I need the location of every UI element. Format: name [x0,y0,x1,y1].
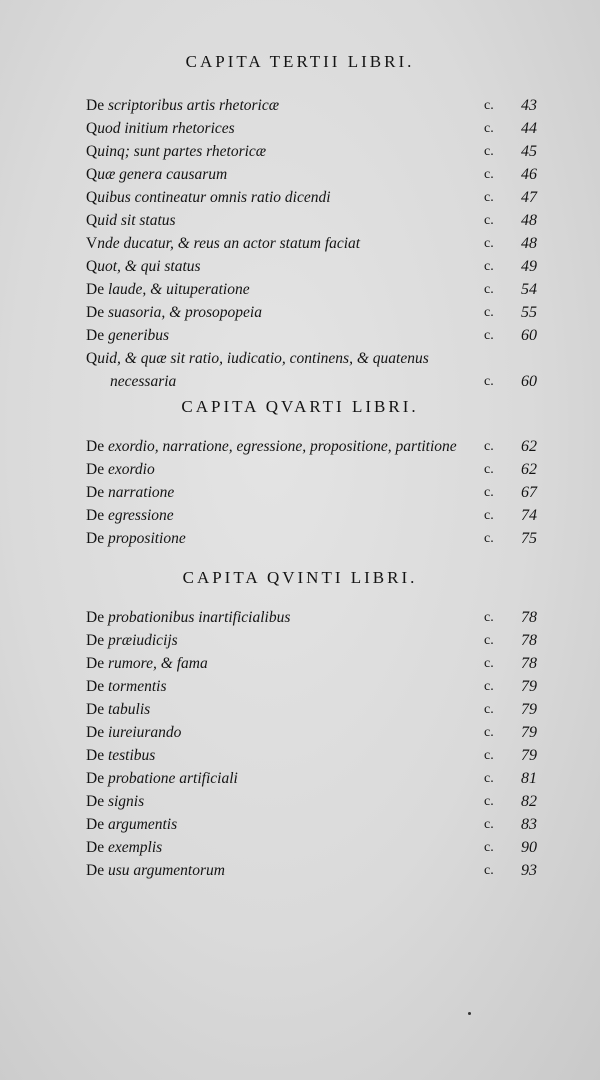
toc-entry-lead: De [86,793,105,810]
toc-entry-title [86,606,290,629]
toc-entry-lead: De [86,655,105,672]
toc-entry-title [110,370,176,393]
toc-entry-title [86,744,155,767]
toc-entry-page: 75 [521,530,537,547]
toc-entry-page: 45 [521,143,537,160]
toc-entry-lead: De [86,97,105,114]
toc-entry-page: 83 [521,816,537,833]
toc-entry-title [86,458,155,481]
toc-entry-page: 78 [521,632,537,649]
toc-entry-title [86,629,178,652]
toc-entry-cap: c. [484,121,494,136]
toc-entry-title [86,698,150,721]
toc-entry-page: 48 [521,235,537,252]
toc-entry-lead: De [86,281,105,298]
toc-entry-cap: c. [484,725,494,740]
section-heading-book3: CAPITA TERTII LIBRI. [185,52,415,71]
toc-entry-title [86,836,162,859]
toc-entry-cap: c. [484,167,494,182]
toc-entry [86,458,546,481]
toc-entry-lead: De [86,530,105,547]
toc-entry [86,301,546,324]
toc-entry-lead: De [86,862,105,879]
toc-entry-title [86,790,144,813]
toc-entry-lead: Q [86,189,98,206]
toc-entry [86,859,546,882]
toc-entry-lead: De [86,839,105,856]
toc-entry-cap: c. [484,485,494,500]
toc-entry-cap: c. [484,236,494,251]
toc-entry-title [86,278,250,301]
toc-entry-lead: De [86,816,105,833]
toc-entry [86,255,546,278]
toc-entry-page: 48 [521,212,537,229]
toc-entry-text: generibus [104,327,170,344]
toc-entry-text: iureiurando [104,724,182,741]
toc-entry-lead: Q [86,166,98,183]
toc-entry-page: 47 [521,189,537,206]
toc-entry [86,836,546,859]
toc-entry-text: rumore, & fama [104,655,208,672]
toc-entry-text: uæ genera causarum [97,166,228,183]
toc-entry-title [86,94,279,117]
toc-entry-text: testibus [104,747,156,764]
toc-entry [86,186,546,209]
toc-entry-lead: De [86,632,105,649]
toc-entry-lead: V [86,235,98,252]
toc-entry-page: 60 [521,373,537,390]
toc-entry-title [86,675,167,698]
toc-entry-title [86,163,227,186]
toc-entry [86,790,546,813]
toc-entry [86,675,546,698]
toc-entry-title [86,435,457,458]
toc-entry-lead: De [86,609,105,626]
section-heading-book4: CAPITA QVARTI LIBRI. [181,397,419,416]
toc-entry-text: necessaria [110,373,177,390]
toc-entry-text: exordio [104,461,155,478]
toc-entry-text: uod initium rhetorices [97,120,235,137]
toc-entry-text: præiudicijs [104,632,178,649]
toc-entry-lead: De [86,327,105,344]
toc-entry [86,767,546,790]
toc-entry-text: exordio, narratione, egressione, propositione, partitione [104,438,457,455]
toc-entry-text: argumentis [104,816,178,833]
toc-entry-lead: Q [86,258,98,275]
toc-entry-cap: c. [484,817,494,832]
toc-entry-lead: De [86,461,105,478]
toc-entry [86,117,546,140]
toc-book3 [86,94,546,394]
toc-entry-page: 79 [521,724,537,741]
toc-entry-title [86,324,169,347]
toc-entry-lead: De [86,438,105,455]
toc-entry-page: 60 [521,327,537,344]
toc-entry-page: 79 [521,678,537,695]
toc-entry [86,435,546,458]
toc-entry-cap: c. [484,98,494,113]
section-heading-book5: CAPITA QVINTI LIBRI. [182,568,418,587]
toc-entry-text: nde ducatur, & reus an actor statum faciat [97,235,361,252]
toc-entry-text: signis [104,793,145,810]
toc-entry-text: propositione [104,530,186,547]
toc-entry-text: tabulis [104,701,151,718]
toc-entry-title [86,209,176,232]
toc-entry-page: 78 [521,609,537,626]
toc-entry-lead: De [86,484,105,501]
toc-entry [86,481,546,504]
toc-entry-lead: De [86,304,105,321]
toc-entry-page: 79 [521,747,537,764]
toc-entry-lead: Q [86,212,98,229]
toc-entry [86,527,546,550]
toc-entry [86,813,546,836]
toc-entry-page: 78 [521,655,537,672]
toc-entry-cap: c. [484,863,494,878]
toc-entry [86,278,546,301]
toc-entry [86,140,546,163]
toc-book5 [86,606,546,882]
toc-entry-cap: c. [484,462,494,477]
toc-entry [86,232,546,255]
toc-entry-text: probatione artificiali [104,770,238,787]
toc-entry-cap: c. [484,702,494,717]
toc-entry-cap: c. [484,748,494,763]
toc-entry [86,324,546,347]
toc-entry-text: exemplis [104,839,163,856]
toc-entry [86,94,546,117]
toc-entry-title [86,813,177,836]
toc-entry-page: 62 [521,438,537,455]
toc-entry-page: 62 [521,461,537,478]
toc-entry-cap: c. [484,531,494,546]
toc-entry-cap: c. [484,144,494,159]
toc-entry [86,504,546,527]
toc-entry-page: 93 [521,862,537,879]
toc-entry-title [86,140,266,163]
toc-entry [86,652,546,675]
toc-entry-cap: c. [484,213,494,228]
toc-entry-title [86,652,208,675]
toc-entry-text: uot, & qui status [97,258,201,275]
toc-entry-title [86,347,429,370]
toc-entry-title [86,232,360,255]
toc-entry-cap: c. [484,305,494,320]
toc-entry [86,347,546,370]
toc-entry-cap: c. [484,439,494,454]
toc-entry [86,163,546,186]
toc-book4 [86,435,546,550]
toc-entry-text: uinq; sunt partes rhetoricæ [97,143,267,160]
toc-entry-page: 90 [521,839,537,856]
toc-entry-lead: De [86,701,105,718]
toc-entry-title [86,859,225,882]
toc-entry-lead: De [86,770,105,787]
toc-entry-cap: c. [484,328,494,343]
toc-entry [86,698,546,721]
toc-entry-title [86,481,174,504]
toc-entry-page: 44 [521,120,537,137]
toc-entry [86,629,546,652]
toc-entry-page: 43 [521,97,537,114]
toc-entry-title [86,255,201,278]
toc-entry-cap: c. [484,190,494,205]
toc-entry-cap: c. [484,679,494,694]
toc-entry-title [86,504,174,527]
toc-entry-cap: c. [484,656,494,671]
toc-entry-cap: c. [484,794,494,809]
toc-entry-cap: c. [484,259,494,274]
toc-entry [86,606,546,629]
toc-entry-cap: c. [484,771,494,786]
toc-entry-lead: Q [86,143,98,160]
toc-entry-lead: De [86,678,105,695]
toc-entry-page: 49 [521,258,537,275]
toc-entry-title [86,721,181,744]
toc-entry [86,209,546,232]
toc-entry-text: scriptoribus artis rhetoricæ [104,97,280,114]
toc-entry [86,370,546,394]
toc-entry-cap: c. [484,610,494,625]
toc-entry-text: egressione [104,507,174,524]
toc-entry-text: suasoria, & prosopopeia [104,304,262,321]
toc-entry-cap: c. [484,508,494,523]
toc-entry-page: 82 [521,793,537,810]
toc-entry-text: usu argumentorum [104,862,225,879]
toc-entry-lead: Q [86,120,98,137]
ink-speck [468,1012,471,1015]
toc-entry-page: 74 [521,507,537,524]
toc-entry-lead: Q [86,350,98,367]
toc-entry-cap: c. [484,633,494,648]
toc-entry-text: tormentis [104,678,167,695]
toc-entry-title [86,301,262,324]
toc-entry-page: 79 [521,701,537,718]
toc-entry-lead: De [86,724,105,741]
toc-entry-title [86,767,238,790]
toc-entry-cap: c. [484,282,494,297]
toc-entry-page: 54 [521,281,537,298]
toc-entry-lead: De [86,747,105,764]
toc-entry-title [86,117,235,140]
toc-entry-title [86,527,186,550]
toc-entry-text: narratione [104,484,175,501]
toc-entry-text: uid sit status [97,212,176,229]
toc-entry-lead: De [86,507,105,524]
toc-entry-title [86,186,331,209]
toc-entry [86,744,546,767]
toc-entry-text: uibus contineatur omnis ratio dicendi [97,189,331,206]
toc-entry-page: 67 [521,484,537,501]
toc-entry-page: 46 [521,166,537,183]
toc-entry-page: 81 [521,770,537,787]
toc-entry-cap: c. [484,374,494,389]
toc-entry-text: uid, & quæ sit ratio, iudicatio, continens, & quatenus [97,350,429,367]
toc-entry-cap: c. [484,840,494,855]
toc-entry [86,721,546,744]
toc-entry-text: laude, & uituperatione [104,281,250,298]
toc-entry-text: probationibus inartificialibus [104,609,291,626]
toc-entry-page: 55 [521,304,537,321]
